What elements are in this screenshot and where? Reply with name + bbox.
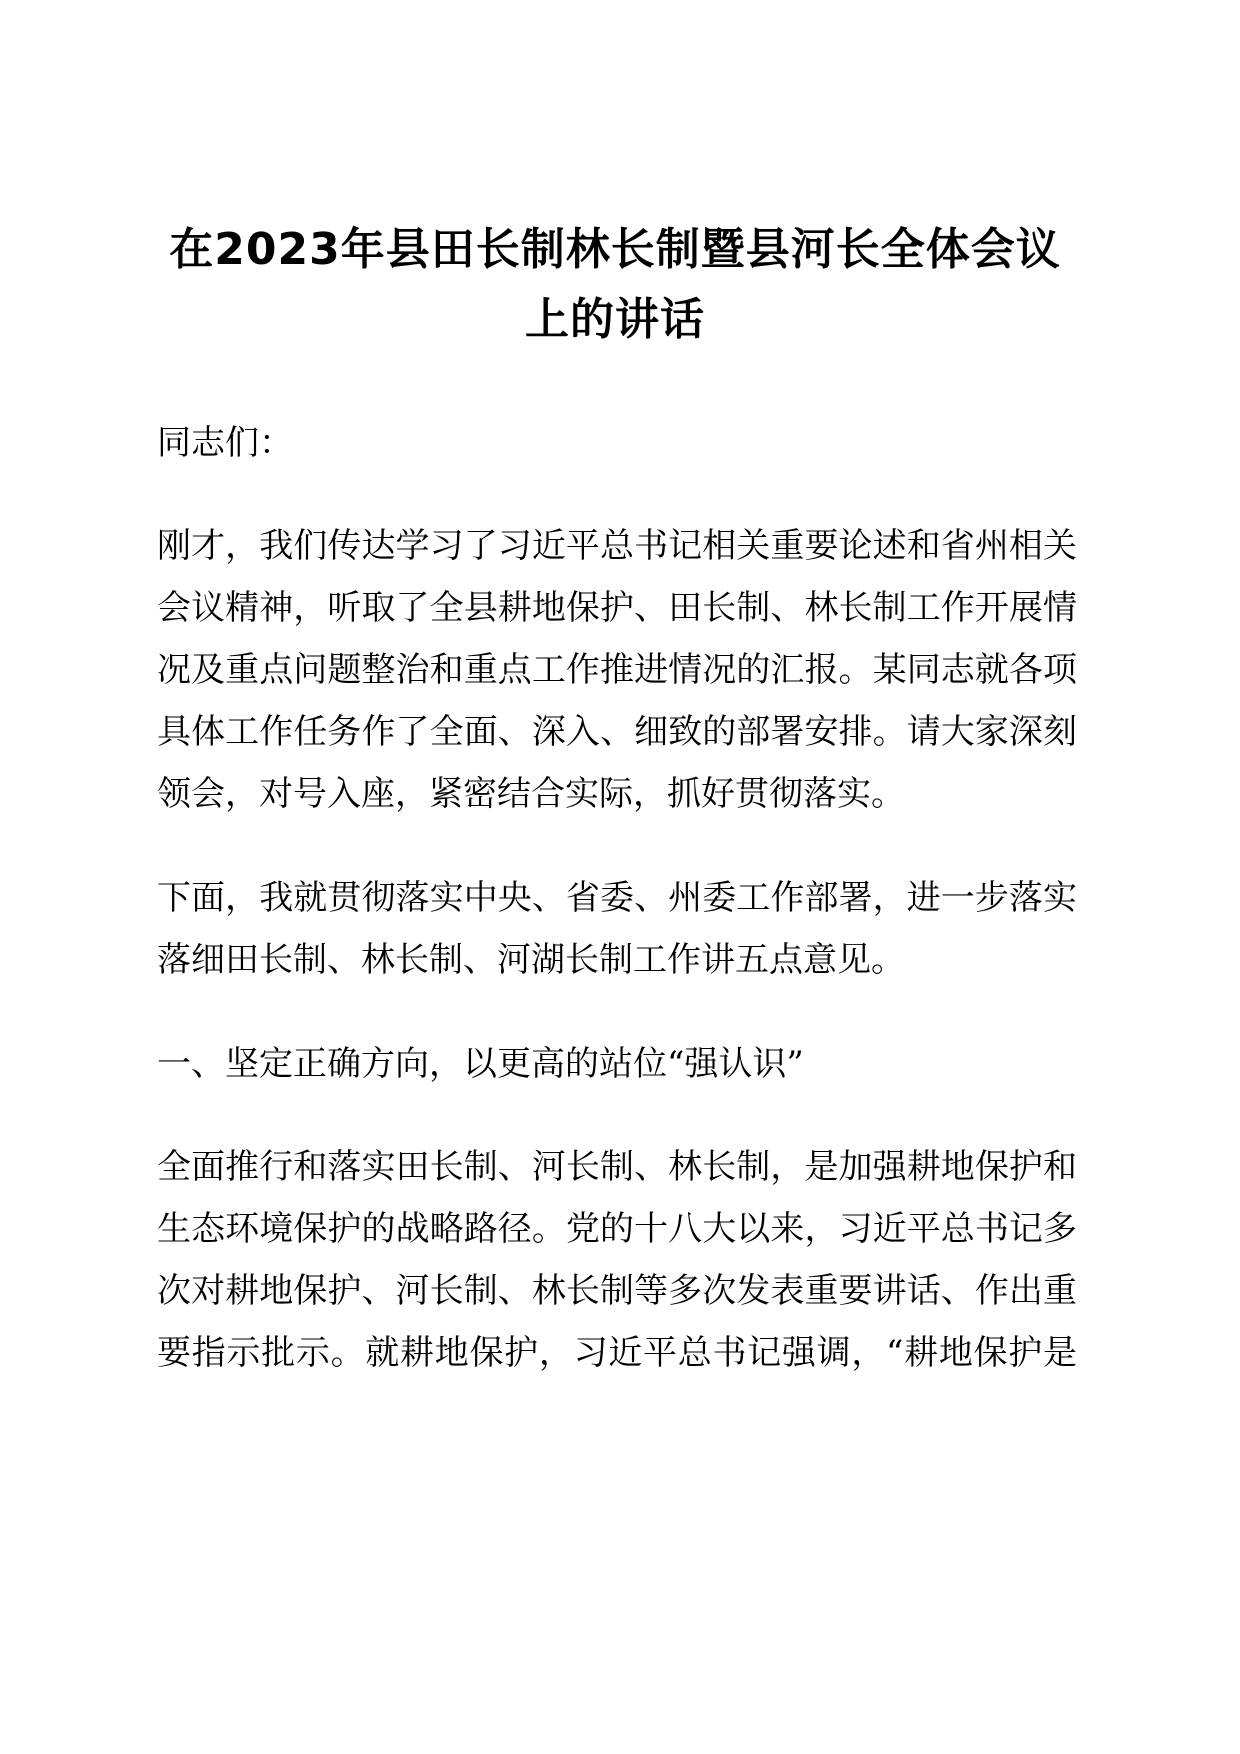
paragraph-3-line-2: 生态环境保护的战略路径。党的十八大以来，习近平总书记多: [157, 1209, 1077, 1249]
paragraph-1-line-5: 领会，对号入座，紧密结合实际，抓好贯彻落实。: [157, 774, 905, 814]
paragraph-2-line-2: 落细田长制、林长制、河湖长制工作讲五点意见。: [157, 940, 905, 980]
paragraph-1-line-2: 会议精神，听取了全县耕地保护、田长制、林长制工作开展情: [157, 588, 1077, 628]
salutation: 同志们：: [157, 423, 293, 463]
paragraph-2-line-1: 下面，我就贯彻落实中央、省委、州委工作部署，进一步落实: [157, 878, 1077, 918]
paragraph-1-line-4: 具体工作任务作了全面、深入、细致的部署安排。请大家深刻: [157, 712, 1077, 752]
section-heading-1: 一、坚定正确方向，以更高的站位“强认识”: [157, 1044, 804, 1084]
title-line-2: 上的讲话: [525, 294, 705, 345]
paragraph-3-line-3: 次对耕地保护、河长制、林长制等多次发表重要讲话、作出重: [157, 1271, 1077, 1311]
paragraph-1-line-1: 刚才，我们传达学习了习近平总书记相关重要论述和省州相关: [157, 526, 1077, 566]
paragraph-3-line-4: 要指示批示。就耕地保护，习近平总书记强调，“耕地保护是: [157, 1333, 1077, 1373]
paragraph-1-line-3: 况及重点问题整治和重点工作推进情况的汇报。某同志就各项: [157, 650, 1077, 690]
title-line-1: 在2023年县田长制林长制暨县河长全体会议: [169, 224, 1061, 275]
paragraph-3-line-1: 全面推行和落实田长制、河长制、林长制，是加强耕地保护和: [157, 1147, 1077, 1187]
